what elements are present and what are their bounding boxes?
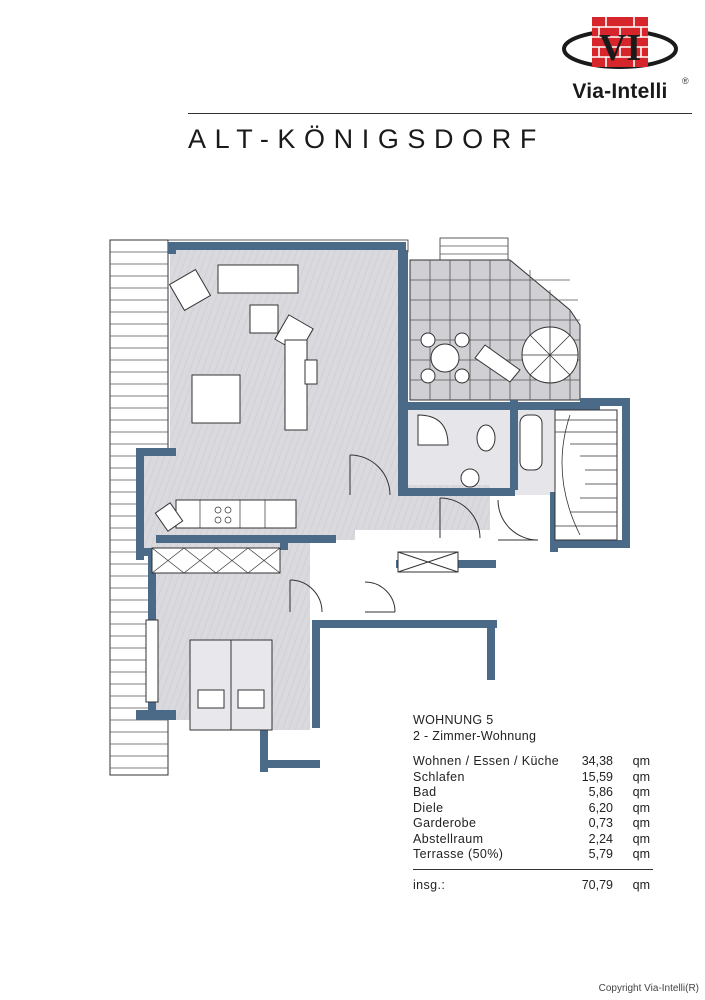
room-unit: qm [632,785,650,799]
total-row [413,878,653,894]
room-unit: qm [632,754,650,768]
room-label: Bad [413,785,437,799]
room-label: Terrasse (50%) [413,847,504,861]
area-row [413,754,653,770]
total-label: insg.: [413,877,446,892]
room-unit: qm [632,831,650,846]
apartment-name: WOHNUNG 5 [413,713,494,727]
room-label: Wohnen / Essen / Küche [413,754,560,768]
room-label: Abstellraum [413,831,484,846]
room-unit: qm [632,769,650,784]
room-unit: qm [632,800,650,815]
brand-name: Via-Intelli [572,80,668,103]
total-divider [413,869,653,870]
room-unit: qm [632,847,650,861]
room-area: 15,59 [581,769,613,784]
logo-emblem-icon [550,14,690,84]
room-area: 2,24 [588,831,613,846]
area-row [413,816,653,832]
room-area: 5,79 [588,847,613,861]
wardrobe [398,552,458,572]
floor-plan [100,230,660,790]
total-unit: qm [632,877,650,892]
room-label: Garderobe [413,816,477,830]
room-label: Diele [413,800,444,815]
header-divider [188,113,692,114]
logo-letters: VI [598,27,642,69]
room-unit: qm [632,816,650,830]
room-area: 6,20 [588,800,613,815]
room-area: 5,86 [588,785,613,799]
brand-logo [550,14,690,110]
terrace [410,260,580,400]
registered-mark: ® [682,76,689,86]
room-area: 34,38 [581,754,613,768]
page-title: ALT-KÖNIGSDORF [188,124,545,154]
total-area: 70,79 [581,877,613,892]
staircase [555,410,617,540]
area-table [413,712,653,893]
area-row [413,770,653,786]
area-row [413,832,653,848]
copyright-notice: Copyright Via-Intelli(R) [598,983,699,994]
area-row [413,785,653,801]
room-area: 0,73 [588,816,613,830]
apartment-type: 2 - Zimmer-Wohnung [413,729,537,743]
room-label: Schlafen [413,769,465,784]
area-row [413,847,653,863]
area-row [413,801,653,817]
